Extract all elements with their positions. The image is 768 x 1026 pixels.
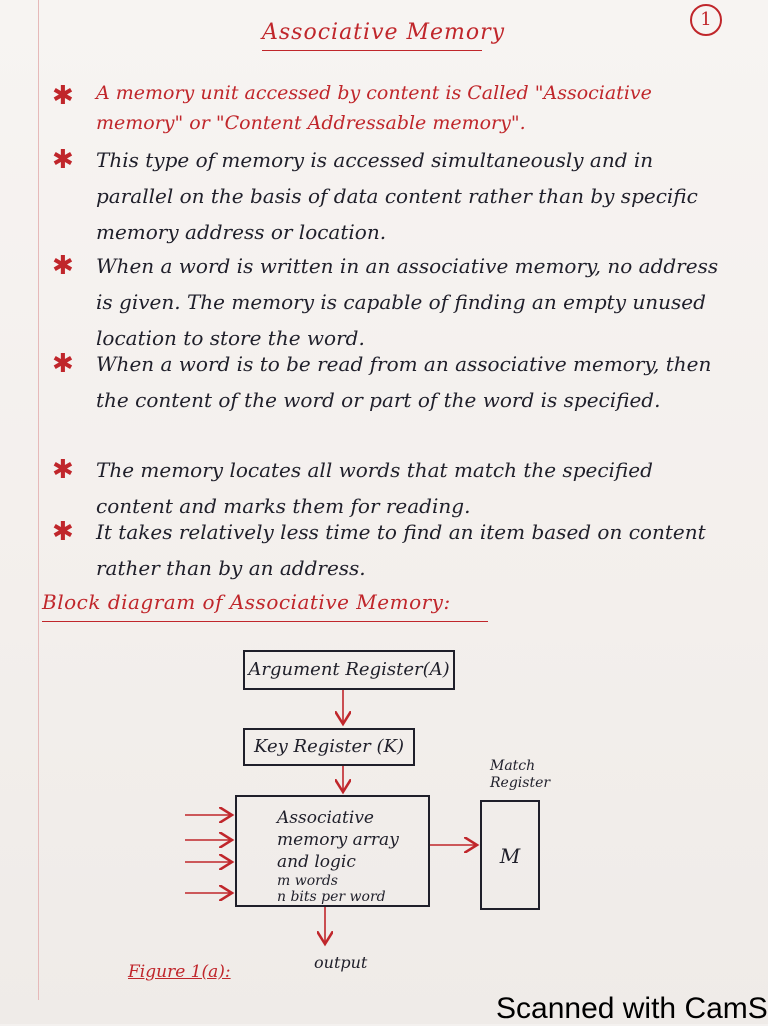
match-register-label: Match Register — [490, 758, 551, 791]
m-words-label: m words — [277, 873, 338, 889]
page-title: Associative Memory — [262, 20, 506, 45]
bullet-text: It takes relatively less time to find an item based on content rather than by an address. — [96, 520, 706, 580]
bullet-text: The memory locates all words that match the specified content and marks them for reading. — [96, 458, 653, 518]
bullet-text: This type of memory is accessed simultaneously and in parallel on the basis of data content rather than by specific memory address or location. — [96, 148, 698, 244]
argument-register-box: Argument Register(A) — [243, 650, 455, 690]
associative-memory-array-box — [235, 795, 430, 907]
asterisk-icon: ✱ — [52, 455, 74, 485]
asterisk-icon: ✱ — [52, 145, 74, 175]
asterisk-icon: ✱ — [52, 517, 74, 547]
output-label: output — [314, 953, 368, 972]
array-label-line: Associative — [277, 808, 374, 828]
key-register-box: Key Register (K) — [243, 728, 415, 766]
asterisk-icon: ✱ — [52, 251, 74, 281]
page-number: 1 — [690, 4, 722, 36]
array-label-line: and logic — [277, 852, 356, 872]
asterisk-icon: ✱ — [52, 349, 74, 379]
match-register-box: M — [480, 800, 540, 910]
bullet-text: When a word is to be read from an associative memory, then the content of the word or part of the word is specified. — [96, 352, 712, 412]
section-heading: Block diagram of Associative Memory: — [42, 590, 451, 614]
asterisk-icon: ✱ — [52, 81, 74, 111]
bullet-text: When a word is written in an associative memory, no address is given. The memory is capable of finding an empty unused location to store the word. — [96, 254, 719, 350]
bullet-text: A memory unit accessed by content is Called "Associative memory" or "Content Addressable memory". — [96, 82, 652, 134]
scanner-watermark: Scanned with CamS — [496, 992, 768, 1025]
array-label-line: memory array — [277, 830, 399, 850]
n-bits-label: n bits per word — [277, 889, 386, 905]
figure-label: Figure 1(a): — [128, 962, 231, 982]
